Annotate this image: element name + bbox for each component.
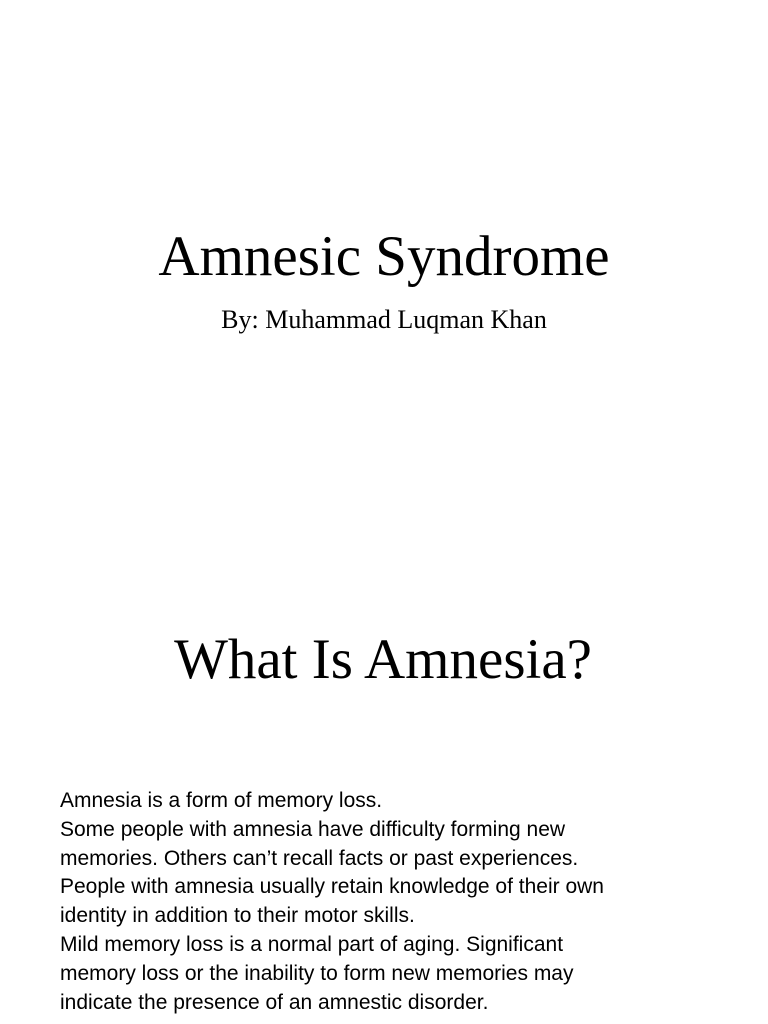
- body-line: People with amnesia usually retain knowledge of their own: [60, 875, 604, 899]
- body-line: memory loss or the inability to form new memories may: [60, 961, 574, 985]
- section-heading: What Is Amnesia?: [174, 628, 592, 691]
- body-line: Amnesia is a form of memory loss.: [60, 789, 383, 812]
- body-text: [60, 787, 740, 1017]
- body-line: Some people with amnesia have difficulty forming new: [60, 817, 566, 841]
- body-line: memories. Others can’t recall facts or past experiences.: [60, 846, 579, 870]
- body-line: identity in addition to their motor skills.: [60, 904, 415, 928]
- body-line: indicate the presence of an amnestic disorder.: [60, 990, 489, 1014]
- slide-subtitle-author: By: Muhammad Luqman Khan: [221, 305, 547, 334]
- slide-title: Amnesic Syndrome: [158, 225, 610, 288]
- body-line: Mild memory loss is a normal part of aging. Significant: [60, 932, 564, 956]
